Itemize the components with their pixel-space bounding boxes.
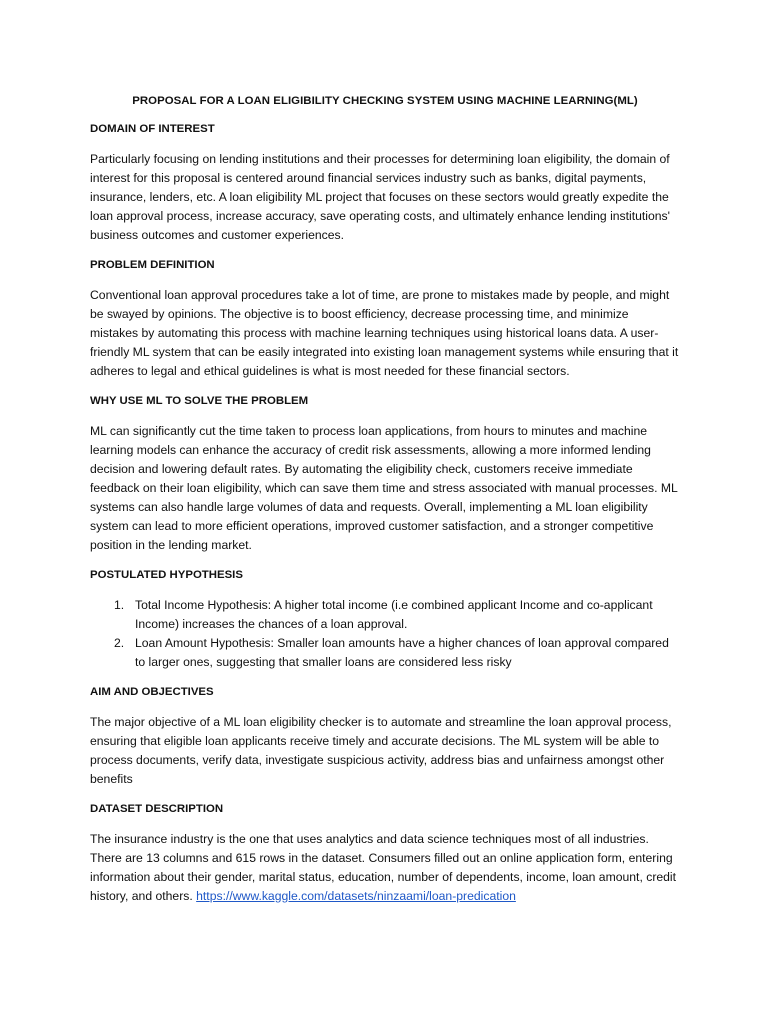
document-title: PROPOSAL FOR A LOAN ELIGIBILITY CHECKING SYSTEM USING MACHINE LEARNING(ML) xyxy=(132,95,638,107)
document-page xyxy=(90,94,680,919)
paragraph-aim-and-objectives: The major objective of a ML loan eligibility checker is to automate and streamline the loan approval process, ensuring that eligible loan applicants receive timely and accurate decisions. The ML system will be able to process documents, verify data, investigate suspicious activity, address bias and unfairness amongst other benefits xyxy=(90,715,672,786)
heading-problem-definition: PROBLEM DEFINITION xyxy=(90,259,215,271)
heading-domain-of-interest: DOMAIN OF INTEREST xyxy=(90,123,215,135)
list-item xyxy=(90,596,680,634)
paragraph-dataset-description xyxy=(90,830,680,906)
list-item-number: 2. xyxy=(114,636,125,650)
list-item-text: Total Income Hypothesis: A higher total income (i.e combined applicant Income and co-applicant Income) increases the chances of a loan approval. xyxy=(135,598,653,631)
paragraph-why-use-ml: ML can significantly cut the time taken to process loan applications, from hours to minutes and machine learning models can enhance the accuracy of credit risk assessments, allowing a more informed lending decision and lowering default rates. By automating the eligibility check, customers receive immediate feedback on their loan eligibility, which can save them time and stress associated with manual processes. ML systems can also handle large volumes of data and requests. Overall, implementing a ML loan eligibility system can lead to more efficient operations, improved customer satisfaction, and a stronger competitive position in the lending market. xyxy=(90,424,678,552)
heading-postulated-hypothesis: POSTULATED HYPOTHESIS xyxy=(90,569,243,581)
dataset-description-text: The insurance industry is the one that uses analytics and data science techniques most of all industries. There are 13 columns and 615 rows in the dataset. Consumers filled out an online application form, entering information about their gender, marital status, education, number of dependents, income, loan amount, credit history, and others. xyxy=(90,832,677,903)
list-item-text: Loan Amount Hypothesis: Smaller loan amounts have a higher chances of loan approval compared to larger ones, suggesting that smaller loans are considered less risky xyxy=(135,636,669,669)
heading-why-use-ml: WHY USE ML TO SOLVE THE PROBLEM xyxy=(90,395,309,407)
heading-aim-and-objectives: AIM AND OBJECTIVES xyxy=(90,686,214,698)
hypothesis-list xyxy=(90,596,680,672)
heading-dataset-description: DATASET DESCRIPTION xyxy=(90,803,224,815)
list-item-number: 1. xyxy=(114,598,125,612)
paragraph-problem-definition: Conventional loan approval procedures take a lot of time, are prone to mistakes made by people, and might be swayed by opinions. The objective is to boost efficiency, decrease processing time, and minimize mistakes by automating this process with machine learning techniques using historical loans data. A user-friendly ML system that can be easily integrated into existing loan management systems while ensuring that it adheres to legal and ethical guidelines is what is most needed for these financial sectors. xyxy=(90,288,679,378)
dataset-link[interactable]: https://www.kaggle.com/datasets/ninzaami/loan-predication xyxy=(196,889,516,903)
list-item xyxy=(90,634,680,672)
paragraph-domain-of-interest: Particularly focusing on lending institutions and their processes for determining loan eligibility, the domain of interest for this proposal is centered around financial services industry such as banks, digital payments, insurance, lenders, etc. A loan eligibility ML project that focuses on these sectors would greatly expedite the loan approval process, increase accuracy, save operating costs, and ultimately enhance lending institutions' business outcomes and customer experiences. xyxy=(90,152,670,242)
